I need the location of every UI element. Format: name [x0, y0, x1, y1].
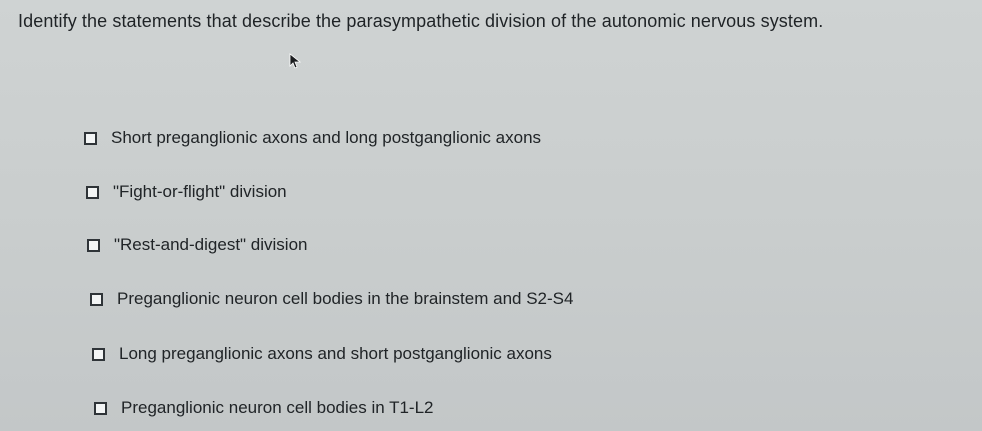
checkbox-unchecked-icon[interactable]	[87, 239, 100, 252]
question-text: Identify the statements that describe the parasympathetic division of the autonomic nervous system.	[18, 11, 824, 31]
option-label: Short preganglionic axons and long postganglionic axons	[111, 128, 542, 147]
checkbox-unchecked-icon[interactable]	[94, 402, 107, 415]
option-long-preganglionic[interactable]	[92, 342, 552, 366]
option-label: Long preganglionic axons and short postganglionic axons	[119, 344, 552, 363]
option-t1-l2[interactable]	[94, 396, 434, 420]
checkbox-unchecked-icon[interactable]	[86, 186, 99, 199]
option-rest-and-digest[interactable]	[87, 233, 308, 257]
checkbox-unchecked-icon[interactable]	[90, 293, 103, 306]
option-fight-or-flight[interactable]	[86, 180, 287, 204]
option-label: "Rest-and-digest" division	[114, 235, 308, 254]
option-label: Preganglionic neuron cell bodies in the brainstem and S2-S4	[117, 289, 574, 308]
checkbox-unchecked-icon[interactable]	[84, 132, 97, 145]
option-short-preganglionic[interactable]	[84, 126, 541, 150]
option-label: "Fight-or-flight" division	[113, 182, 287, 201]
option-brainstem-s2-s4[interactable]	[90, 287, 573, 311]
checkbox-unchecked-icon[interactable]	[92, 348, 105, 361]
option-label: Preganglionic neuron cell bodies in T1-L2	[121, 398, 434, 417]
